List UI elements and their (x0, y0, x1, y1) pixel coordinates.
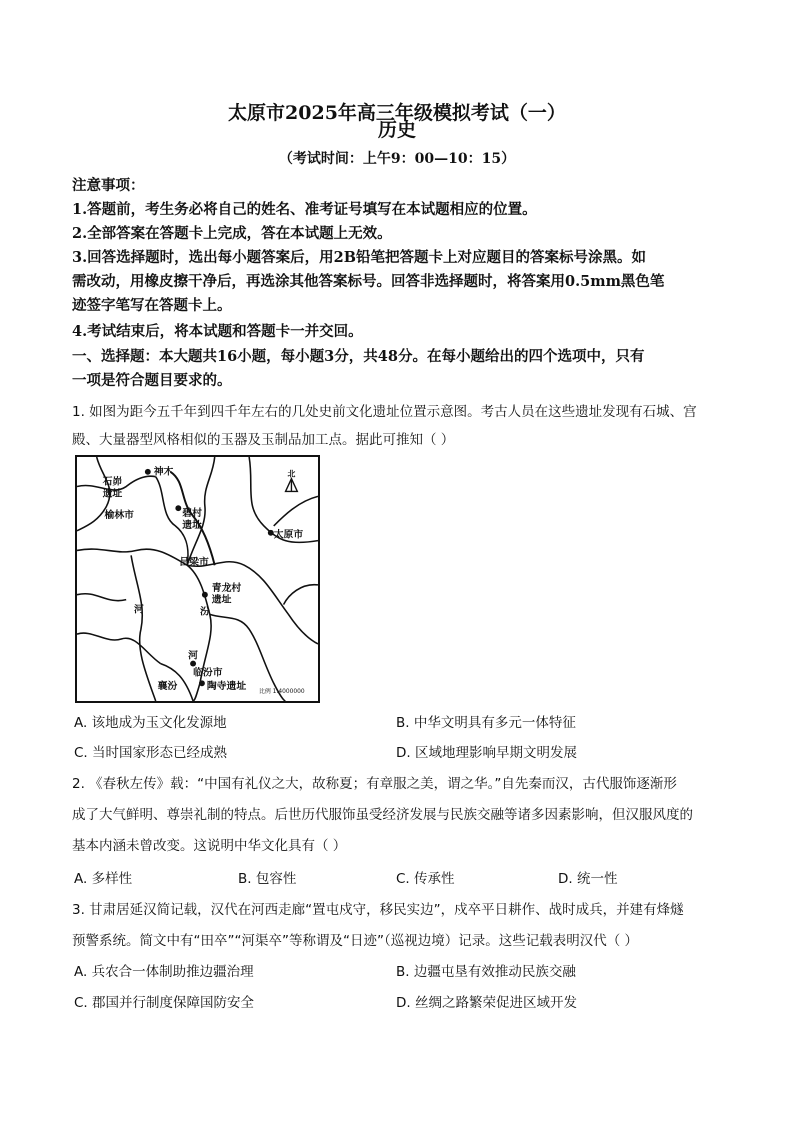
map-label-fen: 汾 (199, 606, 210, 618)
svg-text:北: 北 (287, 469, 296, 479)
map-label-taiyuan: 太原市 (273, 529, 304, 541)
map-label-he-2: 河 (188, 650, 198, 662)
q1-option-b[interactable]: B. 中华文明具有多元一体特征 (396, 715, 576, 731)
note-item-3-line-1: 3.回答选择题时，选出每小题答案后，用2B铅笔把答题卡上对应题目的答案标号涂黑。如 (72, 249, 646, 266)
notes-heading: 注意事项： (72, 177, 145, 194)
map-label-bicun: 碧村 (182, 508, 202, 520)
q2-option-b[interactable]: B. 包容性 (238, 871, 297, 887)
section-1-line-2: 一项是符合题目要求的。 (72, 372, 232, 389)
section-1-line-1: 一、选择题：本大题共16小题，每小题3分，共48分。在每小题给出的四个选项中，只有 (72, 348, 645, 365)
map-label-site-3: 遗址 (211, 594, 232, 606)
north-arrow-icon (286, 469, 298, 492)
note-item-1: 1.答题前，考生务必将自己的姓名、准考证号填写在本试题相应的位置。 (72, 201, 537, 218)
exam-time: （考试时间：上午9：00—10：15） (278, 151, 516, 167)
q1-stem-line-1: 1. 如图为距今五千年到四千年左右的几处史前文化遗址位置示意图。考古人员在这些遗址发现有石城、宫 (72, 404, 697, 420)
q1-map-drawing (77, 457, 318, 701)
note-item-3-line-3: 迹签字笔写在答题卡上。 (72, 297, 232, 314)
q2-option-d[interactable]: D. 统一性 (558, 871, 618, 887)
map-label-shenmu: 神木 (153, 466, 174, 478)
q2-option-a[interactable]: A. 多样性 (74, 871, 133, 887)
note-item-3-line-2: 需改动，用橡皮擦干净后，再选涂其他答案标号。回答非选择题时，将答案用0.5mm黑色笔 (72, 273, 665, 290)
map-label-shimao: 石峁 (102, 476, 123, 488)
q1-site-map (75, 455, 320, 703)
subject-title: 历史 (377, 119, 416, 141)
map-label-he: 河 (134, 604, 144, 616)
map-label-taosi: 陶寺遗址 (206, 681, 247, 693)
q2-stem-line-2: 成了大气鲜明、尊崇礼制的特点。后世历代服饰虽受经济发展与民族交融等诸多因素影响，但汉服风度的 (72, 807, 693, 823)
q3-option-c[interactable]: C. 郡国并行制度保障国防安全 (74, 995, 255, 1011)
note-item-2: 2.全部答案在答题卡上完成，答在本试题上无效。 (72, 225, 392, 242)
q3-stem-line-1: 3. 甘肃居延汉简记载，汉代在河西走廊“置屯戍守，移民实边”，戍卒平日耕作、战时成兵，并建有烽燧 (72, 902, 684, 918)
q3-stem-line-2: 预警系统。简文中有“田卒”“河渠卒”等称谓及“日迹”（巡视边境）记录。这些记载表明汉代（ ） (72, 933, 639, 949)
q1-option-a[interactable]: A. 该地成为玉文化发源地 (74, 715, 227, 731)
map-label-xiangfen: 襄汾 (157, 681, 178, 693)
exam-title: 太原市2025年高三年级模拟考试（一） (228, 102, 566, 124)
q3-option-d[interactable]: D. 丝绸之路繁荣促进区域开发 (396, 995, 577, 1011)
q1-option-d[interactable]: D. 区域地理影响早期文明发展 (396, 745, 577, 761)
q2-stem-line-1: 2. 《春秋左传》载：“中国有礼仪之大，故称夏；有章服之美，谓之华。”自先秦而汉，古代服饰逐渐形 (72, 776, 677, 792)
q1-stem-line-2: 殿、大量器型风格相似的玉器及玉制品加工点。据此可推知（ ） (72, 432, 455, 448)
map-label-linfen: 临汾市 (193, 667, 223, 679)
map-label-yulin: 榆林市 (104, 510, 135, 522)
q3-option-a[interactable]: A. 兵农合一体制助推边疆治理 (74, 964, 254, 980)
map-label-site-1: 遗址 (102, 488, 123, 500)
q2-option-c[interactable]: C. 传承性 (396, 871, 455, 887)
q3-option-b[interactable]: B. 边疆屯垦有效推动民族交融 (396, 964, 576, 980)
q2-stem-line-3: 基本内涵未曾改变。这说明中华文化具有（ ） (72, 838, 347, 854)
note-item-4: 4.考试结束后，将本试题和答题卡一并交回。 (72, 323, 363, 340)
map-label-lvliang: 吕梁市 (179, 557, 209, 569)
map-label-site-2: 遗址 (182, 519, 202, 531)
map-scale: 比例 1:4000000 (258, 689, 305, 696)
map-label-qinglongcun: 青龙村 (211, 582, 242, 594)
q1-option-c[interactable]: C. 当时国家形态已经成熟 (74, 745, 228, 761)
